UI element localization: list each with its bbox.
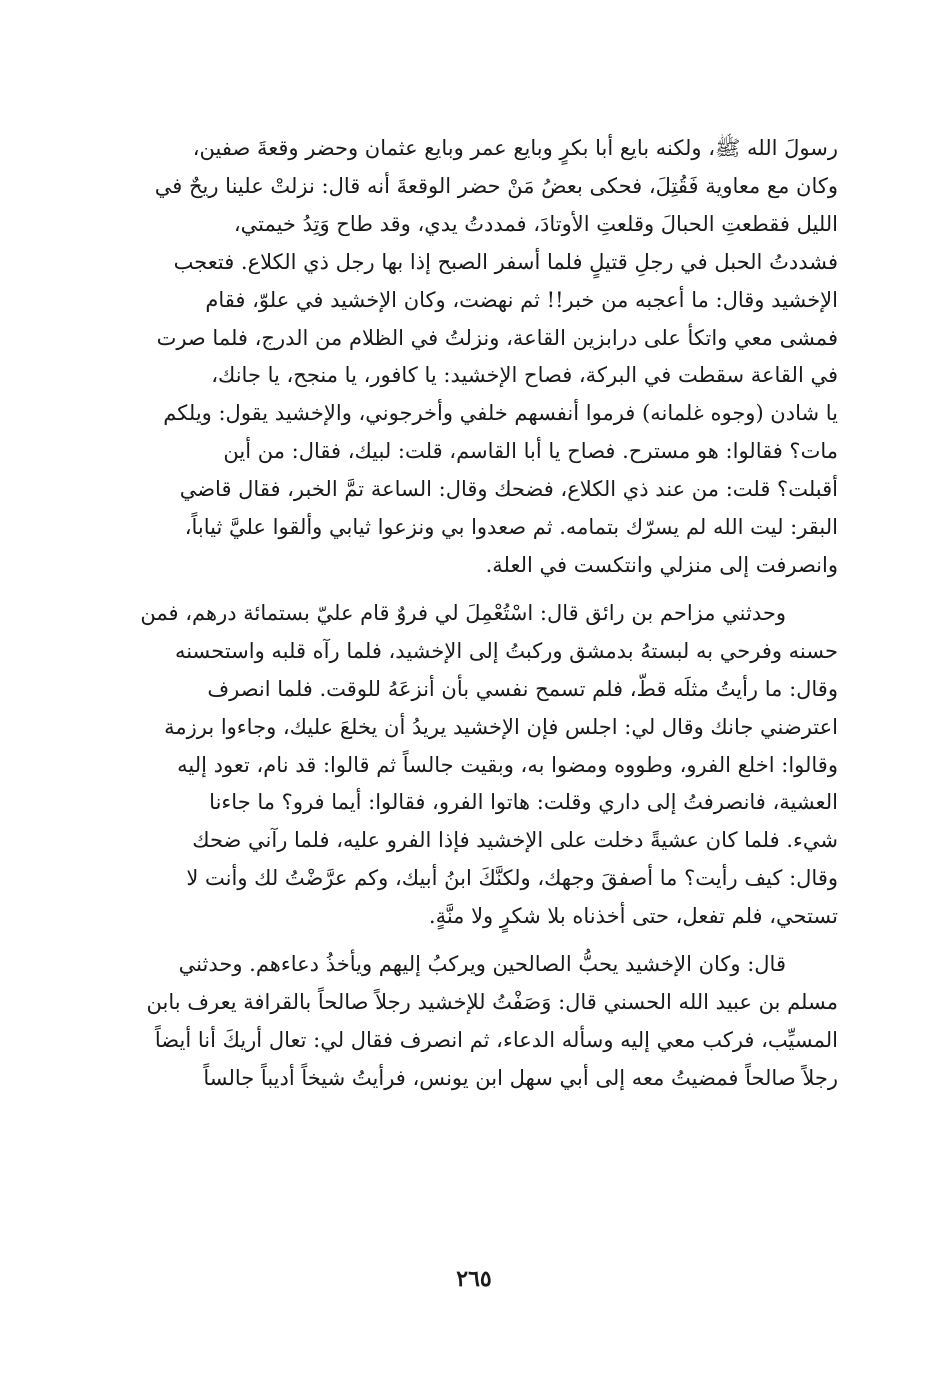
text-line: أقبلت؟ قلت: من عند ذي الكلاع، فضحك وقال: الساعة تمَّ الخبر، فقال قاضي [179,477,838,502]
text-line: وكان مع معاوية فَقُتِلَ، فحكى بعضُ مَنْ حضر الوقعةَ أنه قال: نزلتْ علينا ريحٌ في [154,173,838,198]
page-number: ٢٦٥ [456,1266,492,1292]
body-text [112,130,838,1098]
text-line: مسلم بن عبيد الله الحسني قال: وَصَفْتُ للإخشيد رجلاً صالحاً بالقرافة يعرف بابن [146,989,838,1014]
text-line: الإخشيد وقال: ما أعجبه من خبر!! ثم نهضت، وكان الإخشيد في علوّ، فقام [205,287,838,312]
text-line: اعترضني جانك وقال لي: اجلس فإن الإخشيد يريدُ أن يخلعَ عليك، وجاءوا برزمة [164,714,838,739]
text-line: قال: وكان الإخشيد يحبُّ الصالحين ويركبُ إليهم ويأخذُ دعاءهم. وحدثني [178,952,786,977]
text-line: البقر: ليت الله لم يسرّك بتمامه. ثم صعدوا بي ونزعوا ثيابي وألقوا عليَّ ثياباً، [184,515,838,540]
text-line: حسنه وفرحي به لبستهُ بدمشق وركبتُ إلى الإخشيد، فلما رآه قلبه واستحسنه [174,638,838,663]
paragraph-1 [112,130,838,585]
text-line: فشددتُ الحبل في رجلِ قتيلٍ فلما أسفر الصبح إذا بها رجل ذي الكلاع. فتعجب [173,249,838,274]
text-line: الليل فقطعتِ الحبالَ وقلعتِ الأوتادَ، فمددتُ يدي، وقد طاح وَتِدُ خيمتي، [233,211,838,236]
text-line: وقال: كيف رأيت؟ ما أصفقَ وجهك، ولكنَّكَ ابنُ أبيك، وكم عرَّضْتُ لك وأنت لا [186,866,838,891]
text-line: العشية، فانصرفتُ إلى داري وقلت: هاتوا الفرو، فقالوا: أيما فرو؟ ما جاءنا [209,790,838,815]
text-line: مات؟ فقالوا: هو مسترح. فصاح يا أبا القاسم، قلت: لبيك، فقال: من أين [223,439,838,464]
paragraph-3 [112,946,838,1098]
text-line: رجلاً صالحاً فمضيتُ معه إلى أبي سهل ابن يونس، فرأيتُ شيخاً أديباً جالساً [203,1065,838,1090]
text-line: وقال: ما رأيتُ مثلَه قطّ، فلم تسمح نفسي بأن أنزعَهُ للوقت. فلما انصرف [207,676,838,701]
text-line: وقالوا: اخلع الفرو، وطووه ومضوا به، وبقيت جالساً ثم قالوا: قد نام، تعود إليه [177,752,838,777]
text-line: شيء. فلما كان عشيةً دخلت على الإخشيد فإذا الفرو عليه، فلما رآني ضحك [192,828,838,853]
text-line: المسيِّب، فركب معي إليه وسأله الدعاء، ثم انصرف فقال لي: تعال أريكَ أنا أيضاً [154,1027,838,1052]
text-line: في القاعة سقطت في البركة، فصاح الإخشيد: يا كافور، يا منجح، يا جانك، [211,363,838,388]
text-line: تستحي، فلم تفعل، حتى أخذناه بلا شكرٍ ولا منَّةٍ. [428,904,838,929]
text-line: رسولَ الله ﷺ، ولكنه بايع أبا بكرٍ وبايع عمر وبايع عثمان وحضر وقعةَ صفين، [192,136,838,160]
text-line: فمشى معي واتكأ على درابزين القاعة، ونزلتُ في الظلام من الدرج، فلما صرت [156,325,838,350]
paragraph-2 [112,595,838,936]
text-line: وحدثني مزاحم بن رائق قال: اسْتُعْمِلَ لي فروٌ قام عليّ بستمائة درهم، فمن [140,600,786,625]
text-line: وانصرفت إلى منزلي وانتكست في العلة. [485,552,838,577]
text-line: يا شادن (وجوه غلمانه) فرموا أنفسهم خلفي وأخرجوني، والإخشيد يقول: ويلكم [163,401,838,426]
